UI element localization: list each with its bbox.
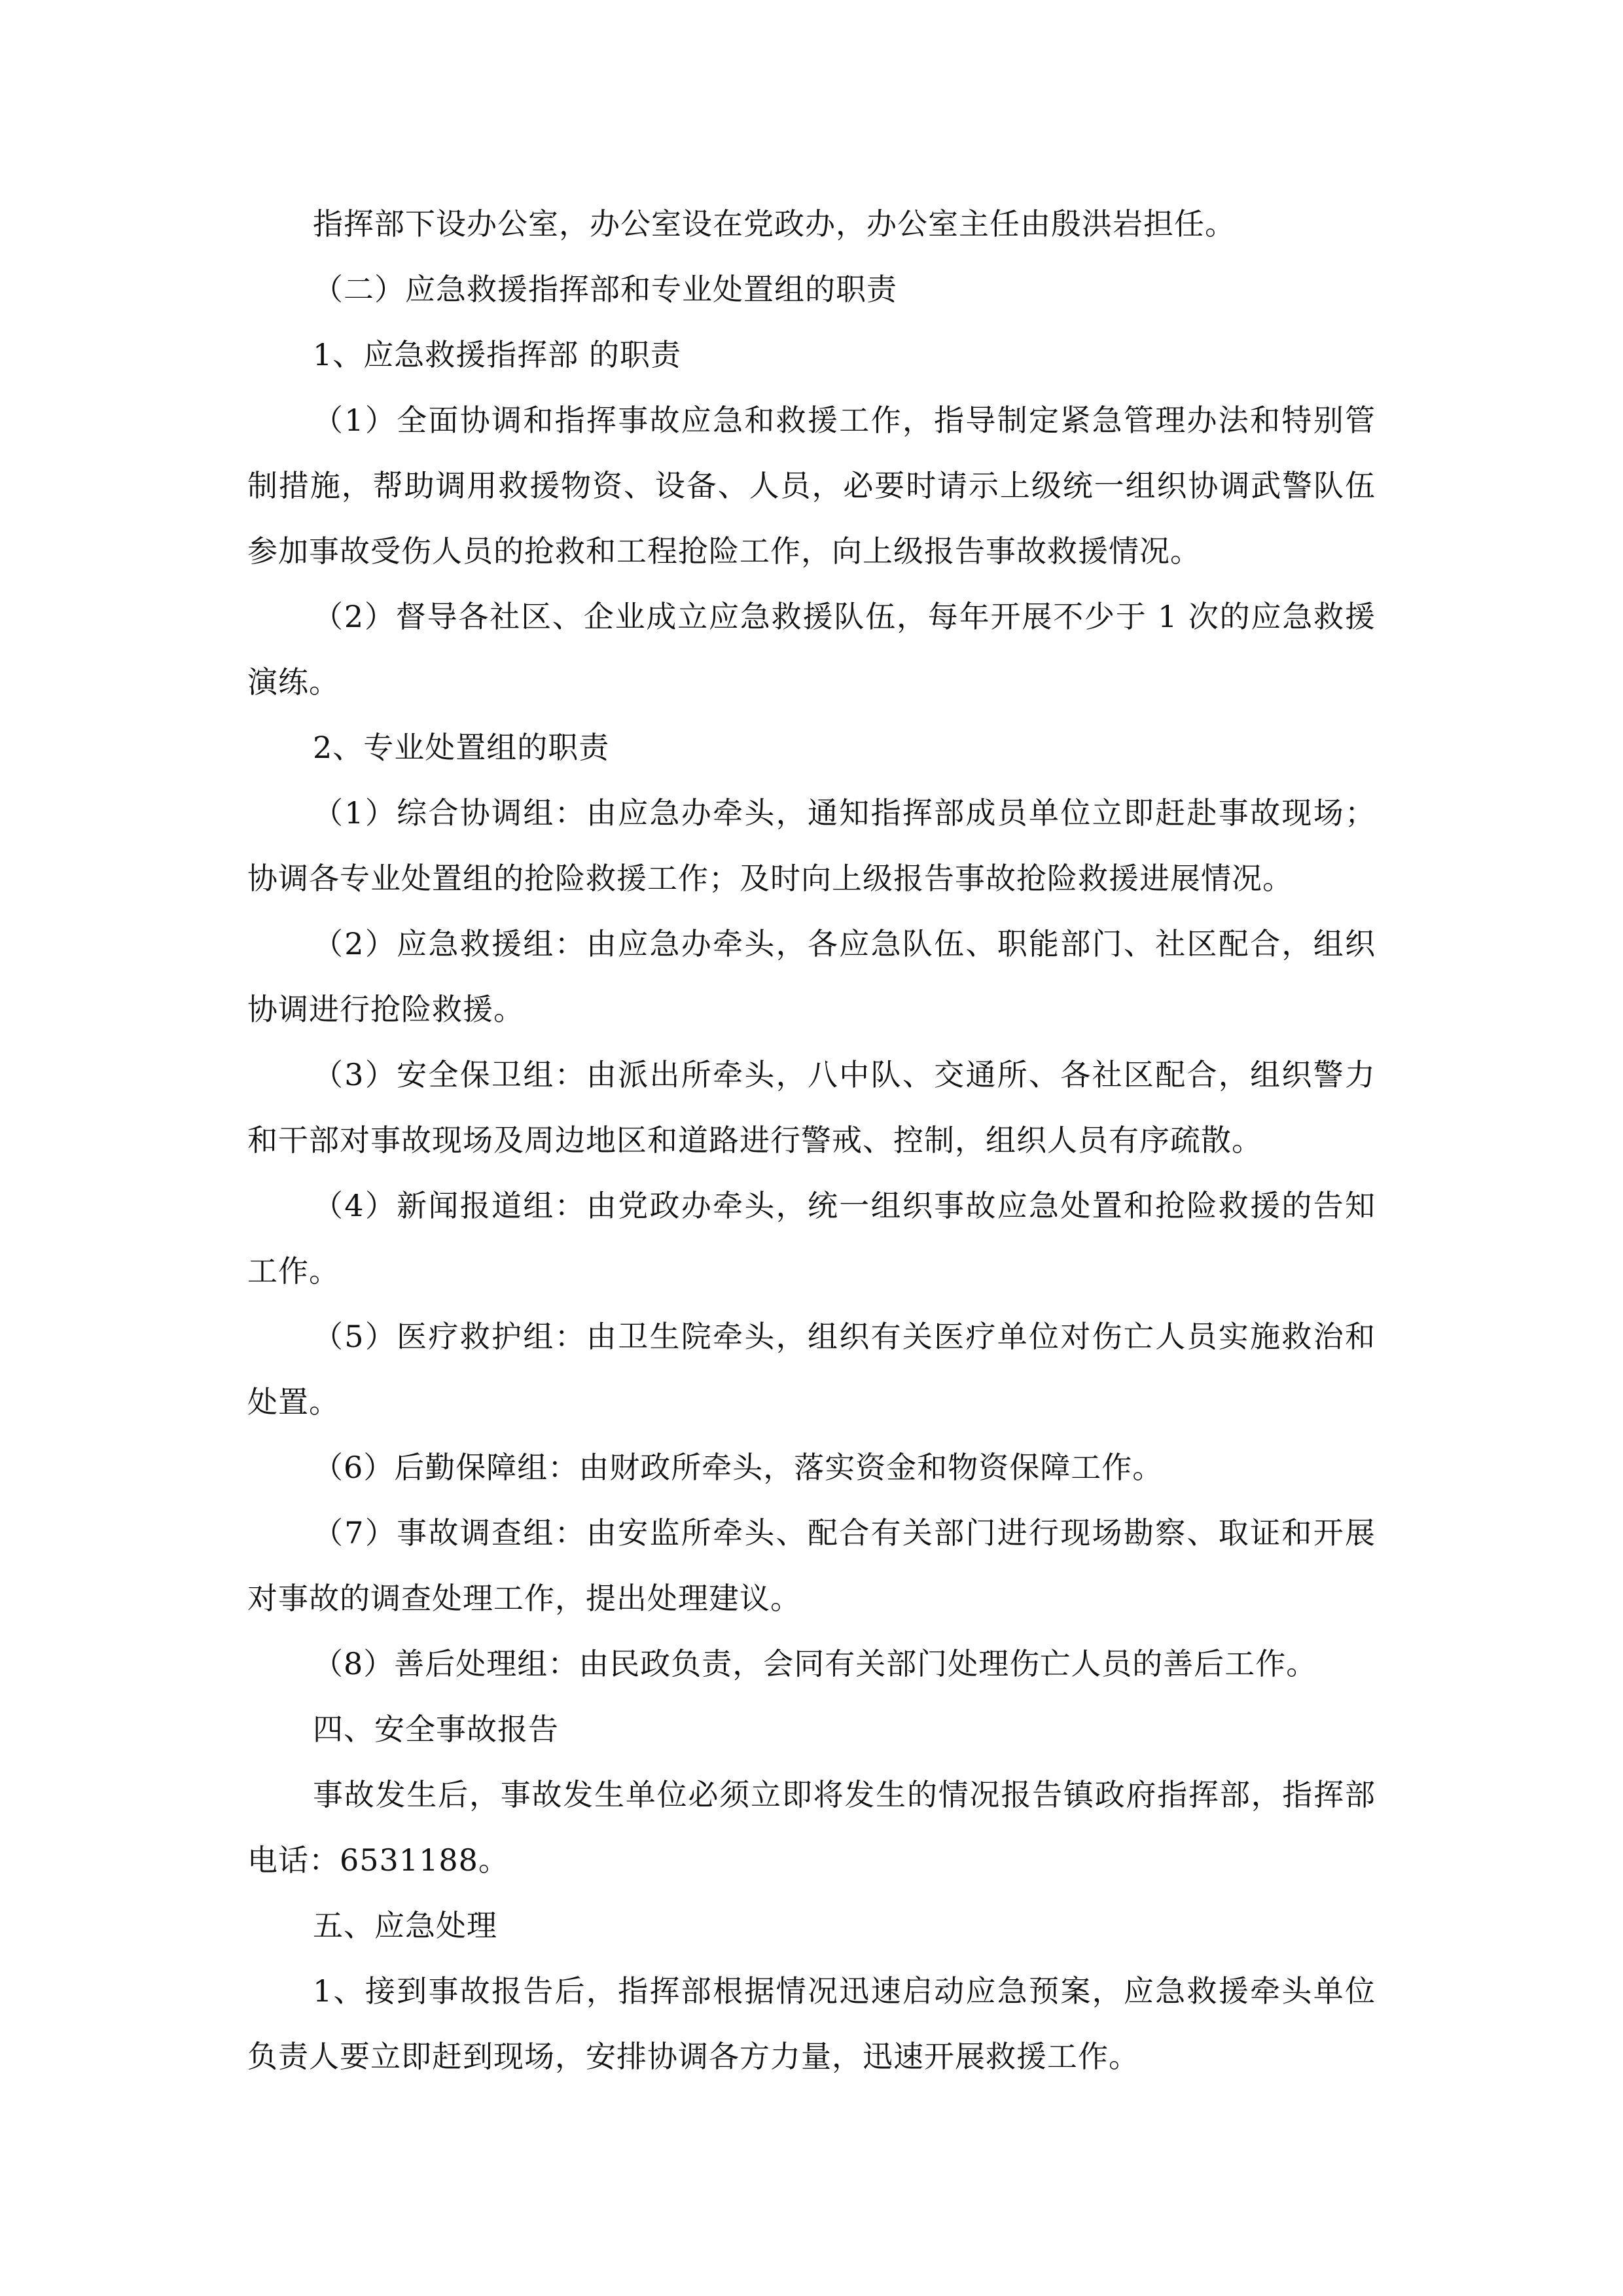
paragraph-logistics-group: （6）后勤保障组：由财政所牵头，落实资金和物资保障工作。 <box>313 1450 1164 1485</box>
subheading-group-duties: 2、专业处置组的职责 <box>313 730 610 765</box>
heading-accident-report: 四、安全事故报告 <box>313 1712 559 1747</box>
paragraph-office-setup: 指挥部下设办公室，办公室设在党政办，办公室主任由殷洪岩担任。 <box>313 206 1236 242</box>
subheading-command-duties: 1、应急救援指挥部 的职责 <box>313 337 681 372</box>
paragraph-medical-group: （5）医疗救护组：由卫生院牵头，组织有关医疗单位对伤亡人员实施救治和处置。 <box>247 1319 1376 1420</box>
heading-duties: （二）应急救援指挥部和专业处置组的职责 <box>313 272 897 307</box>
paragraph-rescue-group: （2）应急救援组：由应急办牵头，各应急队伍、职能部门、社区配合，组织协调进行抢险救援。 <box>247 926 1376 1027</box>
paragraph-report-procedure: 事故发生后，事故发生单位必须立即将发生的情况报告镇政府指挥部，指挥部电话：6531188。 <box>247 1777 1376 1878</box>
paragraph-aftermath-group: （8）善后处理组：由民政负责，会同有关部门处理伤亡人员的善后工作。 <box>313 1646 1317 1681</box>
paragraph-emergency-step-1: 1、接到事故报告后，指挥部根据情况迅速启动应急预案，应急救援牵头单位负责人要立即赶到现场，安排协调各方力量，迅速开展救援工作。 <box>247 1973 1376 2074</box>
paragraph-news-group: （4）新闻报道组：由党政办牵头，统一组织事故应急处置和抢险救援的告知工作。 <box>247 1188 1376 1289</box>
heading-emergency-handling: 五、应急处理 <box>313 1908 497 1943</box>
paragraph-command-duty-2: （2）督导各社区、企业成立应急救援队伍，每年开展不少于 1 次的应急救援演练。 <box>247 599 1376 700</box>
paragraph-investigation-group: （7）事故调查组：由安监所牵头、配合有关部门进行现场勘察、取证和开展对事故的调查处理工作，提出处理建议。 <box>247 1515 1376 1616</box>
paragraph-command-duty-1: （1）全面协调和指挥事故应急和救援工作，指导制定紧急管理办法和特别管制措施，帮助调用救援物资、设备、人员，必要时请示上级统一组织协调武警队伍参加事故受伤人员的抢救和工程抢险工作，向上级报告事故救援情况。 <box>247 403 1376 569</box>
paragraph-security-group: （3）安全保卫组：由派出所牵头，八中队、交通所、各社区配合，组织警力和干部对事故现场及周边地区和道路进行警戒、控制，组织人员有序疏散。 <box>247 1057 1376 1158</box>
paragraph-coordination-group: （1）综合协调组：由应急办牵头，通知指挥部成员单位立即赶赴事故现场；协调各专业处置组的抢险救援工作；及时向上级报告事故抢险救援进展情况。 <box>247 795 1376 896</box>
document-body <box>247 191 1376 2089</box>
